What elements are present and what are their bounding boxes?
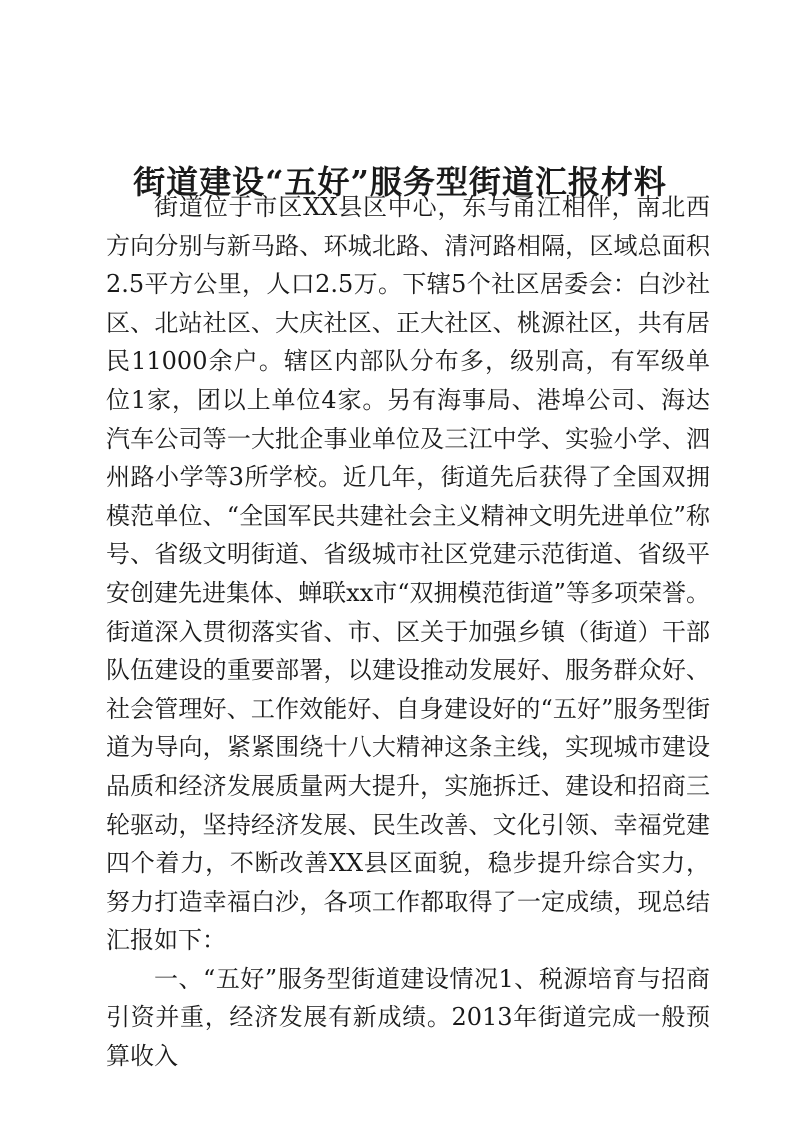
paragraph-intro: 街道位于市区XX县区中心，东与甬江相伴，南北西方向分别与新马路、环城北路、清河路相隔，区域总面积2.5平方公里，人口2.5万。下辖5个社区居委会：白沙社区、北站社区、大庆社区、正大社区、桃源社区，共有居民11000余户。辖区内部队分布多，级别高，有军级单位1家，团以上单位4家。另有海事局、港埠公司、海达汽车公司等一大批企事业单位及三江中学、实验小学、泗州路小学等3所学校。近几年，街道先后获得了全国双拥模范单位、“全国军民共建社会主义精神文明先进单位”称号、省级文明街道、省级城市社区党建示范街道、省级平安创建先进集体、蝉联xx市“双拥模范街道”等多项荣誉。街道深入贯彻落实省、市、区关于加强乡镇（街道）干部队伍建设的重要部署，以建设推动发展好、服务群众好、社会管理好、工作效能好、自身建设好的“五好”服务型街道为导向，紧紧围绕十八大精神这条主线，实现城市建设品质和经济发展质量两大提升，实施拆迁、建设和招商三轮驱动，坚持经济发展、民生改善、文化引领、幸福党建四个着力，不断改善XX县区面貌，稳步提升综合实力，努力打造幸福白沙，各项工作都取得了一定成绩，现总结汇报如下： [106,193,710,955]
document-body [106,188,710,1076]
paragraph-section-one: 一、“五好”服务型街道建设情况1、税源培育与招商引资并重，经济发展有新成绩。2013年街道完成一般预算收入 [106,964,710,1071]
document-title: 街道建设“五好”服务型街道汇报材料 [133,163,667,202]
